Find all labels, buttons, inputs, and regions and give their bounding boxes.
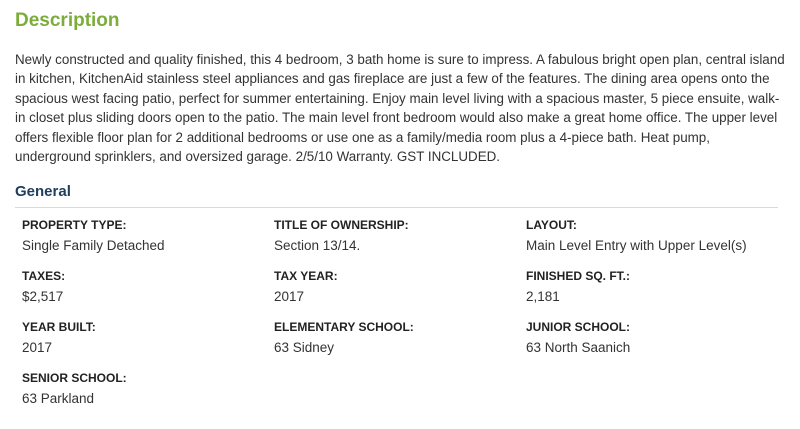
field-elementary-school xyxy=(274,319,526,370)
field-junior-school xyxy=(526,319,778,370)
field-value: 2,181 xyxy=(526,289,560,305)
field-senior-school xyxy=(22,370,274,421)
description-text: Newly constructed and quality finished, this 4 bedroom, 3 bath home is sure to impress. A fabulous bright open plan, central island in kitchen, KitchenAid stainless steel appliances and gas fireplace are just a few of the features. The dining area opens onto the spacious west facing patio, perfect for summer entertaining. Enjoy main level living with a spacious master, 5 piece ensuite, walk-in closet plus sliding doors open to the patio. The main level front bedroom would also make a great home office. The upper level offers flexible floor plan for 2 additional bedrooms or use one as a family/media room plus a 4-piece bath. Heat pump, underground sprinklers, and oversized garage. 2/5/10 Warranty. GST INCLUDED. xyxy=(15,52,785,165)
field-layout xyxy=(526,217,778,268)
field-label: TITLE OF OWNERSHIP: xyxy=(274,218,409,233)
field-label: JUNIOR SCHOOL: xyxy=(526,320,631,335)
field-label: YEAR BUILT: xyxy=(22,320,96,335)
listing-details xyxy=(15,0,785,421)
field-value: 2017 xyxy=(274,289,305,305)
field-value: 63 Parkland xyxy=(22,391,95,407)
field-label: ELEMENTARY SCHOOL: xyxy=(274,320,414,335)
field-label: LAYOUT: xyxy=(526,218,577,233)
field-label: TAXES: xyxy=(22,269,66,284)
general-fields-grid xyxy=(22,217,785,421)
field-value: 2017 xyxy=(22,340,53,356)
field-title-of-ownership xyxy=(274,217,526,268)
field-value: Main Level Entry with Upper Level(s) xyxy=(526,238,747,254)
field-finished-sq-ft xyxy=(526,268,778,319)
field-tax-year xyxy=(274,268,526,319)
field-value: 63 Sidney xyxy=(274,340,335,356)
field-value: Single Family Detached xyxy=(22,238,165,254)
field-year-built xyxy=(22,319,274,370)
field-value: Section 13/14. xyxy=(274,238,361,254)
field-label: FINISHED SQ. FT.: xyxy=(526,269,631,284)
general-heading: General xyxy=(15,183,71,201)
field-taxes xyxy=(22,268,274,319)
field-value: $2,517 xyxy=(22,289,64,305)
field-label: TAX YEAR: xyxy=(274,269,338,284)
section-divider xyxy=(15,207,778,208)
field-property-type xyxy=(22,217,274,268)
description-heading: Description xyxy=(15,10,120,31)
field-label: SENIOR SCHOOL: xyxy=(22,371,127,386)
field-value: 63 North Saanich xyxy=(526,340,631,356)
field-label: PROPERTY TYPE: xyxy=(22,218,127,233)
